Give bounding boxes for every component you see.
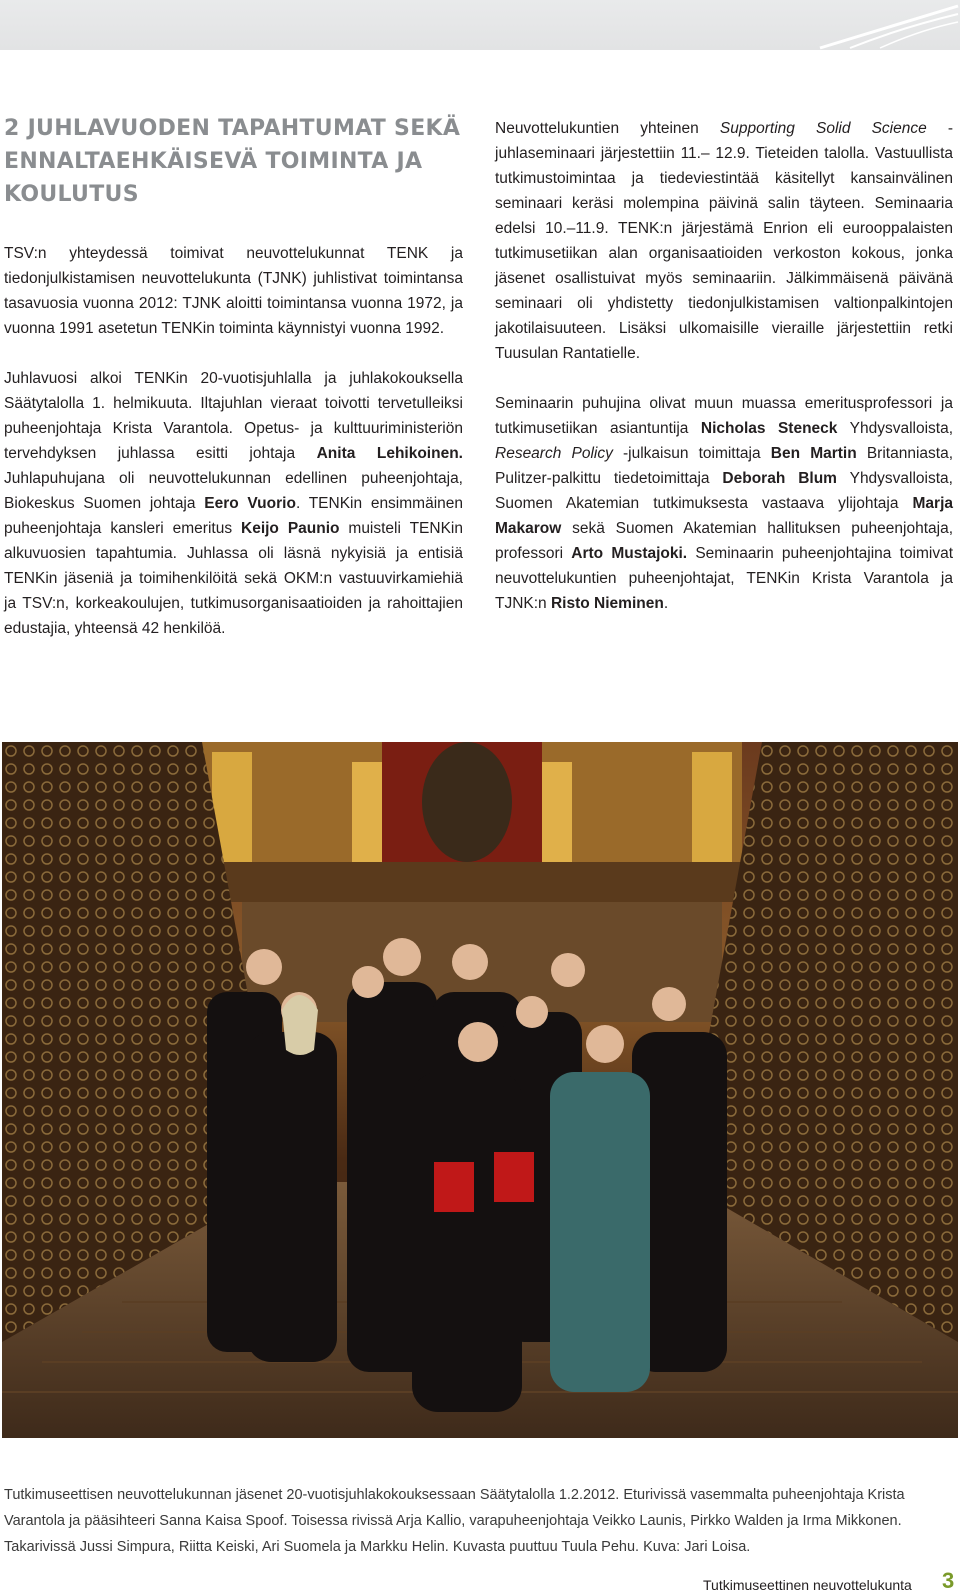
name-arto-mustajoki: Arto Mustajoki. [571,545,688,562]
name-ben-martin: Ben Martin [770,445,857,462]
text-run: Juhlavuosi alkoi TENKin 20-vuotisjuhlalla ja juhlakokouksella Säätytalolla 1. helmikuuta. Iltajuhlan vieraat toivotti tervetulleiksi puheenjohtaja Krista Varantola. Opetus- ja kulttuuriministeriön tervehdyksen juhlassa esitti johtaja [4,370,463,462]
text-run: Neuvottelukuntien yhteinen [495,120,720,137]
page-number: 3 [942,1568,955,1593]
text-run: Seminaarin puhujina olivat muun muassa emeritusprofessori ja tutkimusetiikan asiantuntija [495,395,953,437]
name-marja-makarow: Marja Makarow [495,495,953,537]
name-nicholas-steneck: Nicholas Steneck [700,420,838,437]
heading-line-2: ENNALTAEHKÄISEVÄ TOIMINTA JA [4,149,423,174]
heading-line-3: KOULUTUS [4,182,139,207]
text-run: muisteli TENKin alkuvuosien tapahtumia. Juhlassa oli läsnä nykyisiä ja entisiä TENKin jäseniä ja toimihenkilöitä sekä OKM:n vastuuvirkamiehiä ja TSV:n, korkeakoulujen, tutkimusorganisaatioiden ja rahoittajien edustajia, yhteensä 42 henkilöä. [4,520,463,637]
name-keijo-paunio: Keijo Paunio [241,520,340,537]
footer-publication-name: Tutkimuseettinen neuvottelukunta [703,1577,912,1593]
left-paragraph-2 [4,366,463,641]
decorative-swoosh-icon [810,0,960,50]
heading-line-1: 2 JUHLAVUODEN TAPAHTUMAT SEKÄ [4,116,461,141]
name-anita-lehikoinen: Anita Lehikoinen. [316,445,463,462]
photo-caption: Tutkimuseettisen neuvottelukunnan jäsenet 20-vuotisjuhlakokouksessaan Säätytalolla 1.2.2012. Eturivissä vasemmalta puheenjohtaja Krista Varantola ja pääsihteeri Sanna Kaisa Spoof. Toisessa rivissä Arja Kallio, varapuheenjohtaja Veikko Launis, Pirkko Walden ja Irma Mikkonen. Takarivissä Jussi Simpura, Riitta Keiski, Ari Suomela ja Markku Helin. Kuvasta puuttuu Tuula Pehu. Kuva: Jari Loisa. [4,1487,905,1555]
group-photo-image [2,742,958,1438]
journal-title: Research Policy [495,445,613,462]
text-run: Seminaarin puheenjohtajina toimivat neuvottelukuntien puheenjohtajat, TENKin Krista Varantola ja TJNK:n [495,545,953,612]
text-run: -julkaisun toimittaja [612,445,771,462]
text-run: Britanniasta, Pulitzer-palkittu tiedetoimittaja [495,445,954,487]
text-run: sekä Suomen Akatemian hallituksen puheenjohtaja, professori [495,520,953,562]
header-band [0,0,960,50]
right-paragraph-2 [495,391,953,616]
left-paragraph-1: TSV:n yhteydessä toimivat neuvottelukunnat TENK ja tiedonjulkistamisen neuvottelukunta (TJNK) juhlistivat toimintansa tasavuosia vuonna 2012: TJNK aloitti toimintansa vuonna 1972, ja vuonna 1991 asetetun TENKin toiminta käynnistyi vuonna 1992. [4,245,463,337]
right-paragraph-1 [495,116,953,366]
left-column [4,241,463,666]
group-photo [2,742,958,1438]
name-deborah-blum: Deborah Blum [722,470,837,487]
section-heading [4,112,464,211]
text-run: Yhdysvalloista, Suomen Akatemian tutkimuksesta vastaava ylijohtaja [495,470,953,512]
name-eero-vuorio: Eero Vuorio [204,495,296,512]
text-run: . [663,595,669,612]
text-run: Yhdysvalloista, [837,420,953,437]
name-risto-nieminen: Risto Nieminen [550,595,664,612]
text-run: -juhlaseminaari järjestettiin 11.– 12.9. Tieteiden talolla. Vastuullista tutkimustoimintaa ja tiedeviestintää käsitellyt kansainvälinen seminaari keräsi molempina päivinä salin täyteen. Seminaaria edelsi 10.–11.9. TENK:n järjestämä Enrion eli eurooppalaisten tutkimusetiikan alan organisaatioiden verkoston kokous, jonka jäsenet osallistuivat myös seminaariin. Jälkimmäisenä päivänä seminaari oli yhdistetty tiedonjulkistamisen valtionpalkintojen jakotilaisuuteen. Lisäksi ulkomaisille vieraille järjestettiin retki Tuusulan Rantatielle. [495,120,953,362]
right-column [495,116,953,641]
text-run: . TENKin ensimmäinen puheenjohtaja kansleri emeritus [4,495,464,537]
text-run: Juhlapuhujana oli neuvottelukunnan edellinen puheenjohtaja, Biokeskus Suomen johtaja [4,470,463,512]
seminar-title: Supporting Solid Science [719,120,927,137]
